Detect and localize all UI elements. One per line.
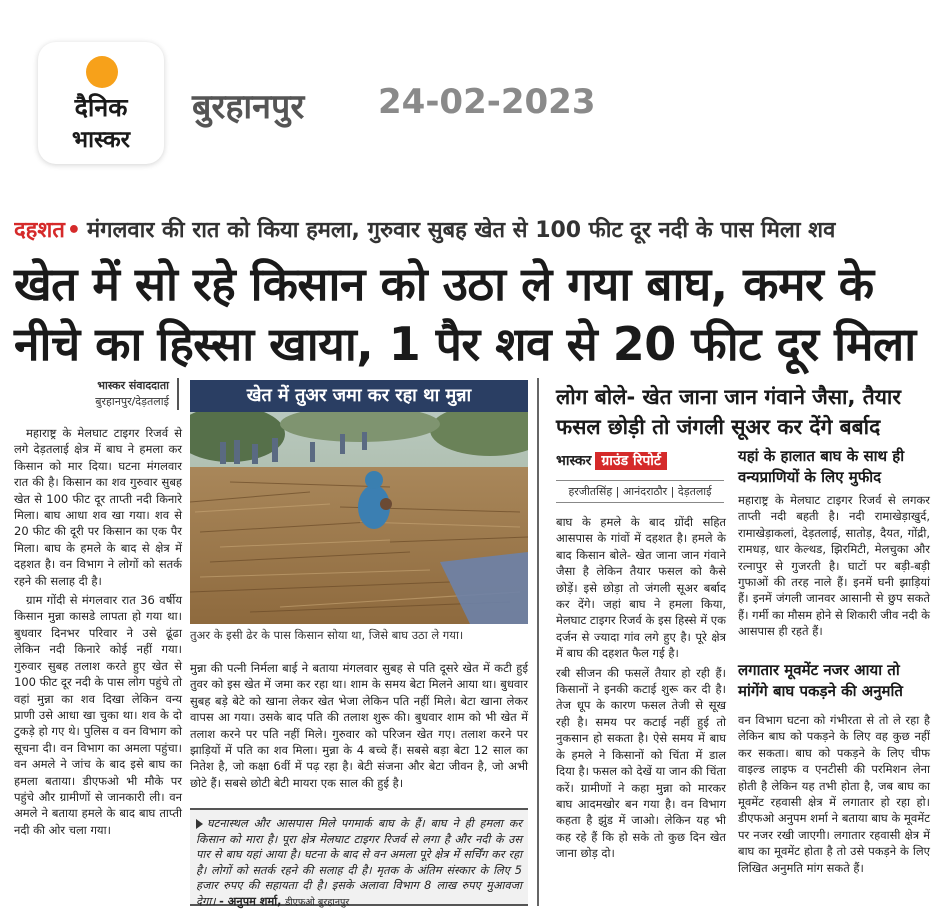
left-column: [14, 425, 182, 841]
paragraph: वन विभाग घटना को गंभीरता से तो ले रहा है लेकिन बाघ को पकड़ने के लिए वह कुछ नहीं कर सकता। बाघ को पकड़ने के लिए चीफ वाइल्ड लाइफ व एनटीसी की परमिशन लेना होती है लेकिन यह तभी होता है, जब बाघ का मूवमेंट रहवासी क्षेत्र में लगातार हो रहा हो। डीएफओ अनुपम शर्मा ने बताया बाघ के मूवमेंट पर नजर रखी जाएगी। लगातार रहवासी क्षेत्र में बाघ का मूवमेंट होता है तो उसे पकड़ने के लिए लिखित अनुमति मांग सकते हैं।: [738, 713, 930, 875]
paragraph: ग्राम गोंदी से मंगलवार रात 36 वर्षीय किसान मुन्ना कासडे लापता हो गया था। बुधवार दिनभर परिवार ने उसे ढूंढा लेकिन नदी किनारे कोई नहीं गया। गुरुवार सुबह तलाश करते हुए खेत से 100 फीट दूर नदी के पास लोग पहुंचे तो वहां मुन्ना का शव दिखा लेकिन वन्य प्राणी उसे आधा खा चुका था। शव के दो टुकड़े हो गए थे। पुलिस व वन विभाग को सूचना दी। वन विभाग का अमला पहुंचा। वन अमले ने जांच के बाद इसे बाघ का हमला बताया। डीएफओ भी मौके पर पहुंचे और ग्रामीणों से जानकारी ली। वन अमले ने बताया हमले के बाद बाघ ताप्ती नदी की ओर चला गया।: [14, 593, 182, 837]
paragraph: रबी सीजन की फसलें तैयार हो रही हैं। किसानों ने इनकी कटाई शुरू कर दी है। तेज धूप के कारण फसल तेजी से सूख रही है। समय पर कटाई नहीं हुई तो नुकसान हो सकता है। ऐसे समय में बाघ के हमले ने किसानों को चिंता में डाल दिया है। फसल को देखें या जान की चिंता करें। ग्रामीणों ने कहा मुन्ना को मारकर बाघ आदमखोर बन गया है। वन विभाग कहता है झुंड में जाओ। लेकिन यह भी कह रहे हैं कि हो सके तो कुछ दिन खेत जाना छोड़ दो।: [556, 665, 726, 861]
kicker-tag: दहशत: [14, 218, 65, 243]
ground-report-brand: भास्कर: [556, 453, 592, 469]
arrow-marker-icon: [196, 819, 203, 829]
photo-title: खेत में तुअर जमा कर रहा था मुन्ना: [190, 380, 528, 412]
paragraph: मुन्ना की पत्नी निर्मला बाई ने बताया मंगलवार सुबह से पति दूसरे खेत में कटी हुई तुवर को इस खेत में जमा कर रहा था। शाम के समय बेटा मिलने आया था। बुधवार सुबह बड़े बेटे को खाना लेकर खेत भेजा लेकिन पति नहीं मिले। बेटा खाना लेकर वापस आ गया। उसके बाद पति की तलाश शुरू की। बुधवार शाम को भी खेत में तलाश करने पर पति नहीं मिले। गुरुवार को परिजन खेत गए। तलाश करने पर झाड़ियों में पति का शव मिला। मुन्ना के 4 बच्चे हैं। सबसे बड़ा बेटा 12 साल का नितेश है, जो कक्षा 6वीं में पढ़ रहा है। बेटी संजना और बेटा जीवन है, जो अभी छोटे हैं। सबसे छोटी बेटी मायरा एक साल की हुई है।: [190, 661, 528, 790]
dfo-quote-text: घटनास्थल और आसपास मिले पगमार्क बाघ के हैं। बाघ ने ही हमला कर किसान को मारा है। पूरा क्षेत्र मेलघाट टाइगर रिजर्व से लगा है और नदी के उस पार से बाघ यहां आया है। घटना के बाद से वन अमला पूरे क्षेत्र में सर्चिंग कर रहा है। लोगों को सतर्क रहने की सलाह दी है। मृतक के अंतिम संस्कार के लिए 5 हजार रुपए की सहायता दी है। इसके अलावा विभाग 8 लाख रुपए मुआवजा देगा।: [196, 817, 522, 908]
farm-photo: [190, 412, 528, 624]
ground-report-label: ग्राउंड रिपोर्ट: [595, 452, 667, 470]
habitat-column: [738, 492, 930, 643]
dfo-quote-box: [190, 808, 528, 906]
byline: [14, 378, 179, 410]
edition-city: बुरहानपुर: [192, 87, 305, 127]
subheading-permission: लगातार मूवमेंट नजर आया तो मांगेंगे बाघ पकड़ने की अनुमति: [738, 661, 903, 700]
farm-photo-image: [190, 412, 528, 624]
ground-report-headline: लोग बोले- खेत जाना जान गंवाने जैसा, तैयार फसल छोड़ी तो जंगली सूअर कर देंगे बर्बाद: [556, 385, 901, 439]
subheading-habitat: यहां के हालात बाघ के साथ ही वन्यप्राणियों के लिए मुफीद: [738, 447, 905, 486]
paragraph: बाघ के हमले के बाद ग्रोंदी सहित आसपास के गांवों में दहशत है। हमले के बाद किसान बोले- खेत जाना जान गंवाने जैसा है लेकिन तैयार फसल को कैसे छोड़ें। इसे छोड़ा तो जंगली सूअर बर्बाद कर देंगे। जहां बाघ ने हमला किया, मेलघाट टाइगर रिजर्व के इस हिस्से में एक दर्जन से ज्यादा गांव लगे हुए है। पूरे क्षेत्र में बाघ की दहशत फैल गई है।: [556, 515, 726, 661]
sun-icon: [86, 56, 118, 88]
byline-name: भास्कर संवाददाता: [97, 379, 169, 392]
dainik-bhaskar-logo[interactable]: [38, 42, 164, 164]
logo-line2: भास्कर: [71, 127, 131, 153]
ground-report-column: [556, 514, 726, 865]
kicker-text: मंगलवार की रात को किया हमला, गुरुवार सुबह खेत से 100 फीट दूर नदी के पास मिला शव: [86, 218, 836, 243]
middle-column: [190, 660, 528, 794]
paragraph: महाराष्ट्र के मेलघाट टाइगर रिजर्व से लगे देड़तलाई क्षेत्र में बाघ ने हमला कर किसान को मार दिया। घटना मंगलवार रात की है। किसान का शव गुरुवार सुबह खेत से 100 फीट दूर ताप्ती नदी किनारे मिला। बाघ आधा शव खा गया। शव से 20 फीट की दूरी पर किसान का एक पैर मिला। बाघ के हमले के बाद से क्षेत्र में दहशत है। वन विभाग ने लोगों को सतर्क रहने की सलाह दी है।: [14, 426, 182, 588]
column-divider: [537, 378, 539, 906]
byline-place: बुरहानपुर/देड़तलाई: [95, 395, 169, 408]
ground-report-byline: हरजीतसिंह | आनंदराठौर | देड़तलाई: [556, 480, 724, 503]
bullet-icon: •: [66, 218, 81, 243]
masthead: [0, 0, 940, 190]
photo-caption: तुअर के इसी ढेर के पास किसान सोया था, जिसे बाघ उठा ले गया।: [190, 628, 464, 642]
dfo-role: डीएफओ बुरहानपुर: [285, 896, 350, 908]
edition-date: 24-02-2023: [378, 82, 596, 122]
paragraph: महाराष्ट्र के मेलघाट टाइगर रिजर्व से लगकर ताप्ती नदी बहती है। नदी रामाखेड़ाखुर्द, रामाखेड़ाकलां, देड़तलाई, सातोड़, दैयत, गोंद्री, रामधड़, धार केल्थड, झिरमिटी, मेलचुका और रत्नापुर से गुजरती है। घाटों पर बड़ी-बड़ी गुफाओं की तरह नाले हैं। इनमें घनी झाड़ियां हैं। इनमें जंगली जानवर आसानी से छुप सकते हैं। गर्मी का मौसम होने से शिकारी जीव नदी के आसपास ही रहते हैं।: [738, 493, 930, 639]
main-headline: खेत में सो रहे किसान को उठा ले गया बाघ, कमर के नीचे का हिस्सा खाया, 1 पैर शव से 20 फीट दूर मिला: [14, 257, 916, 371]
permission-column: [738, 712, 930, 879]
dfo-name: - अनुपम शर्मा,: [219, 894, 282, 908]
logo-line1: दैनिक: [74, 93, 128, 122]
ground-report-badge: [556, 450, 724, 472]
kicker: [14, 214, 929, 244]
